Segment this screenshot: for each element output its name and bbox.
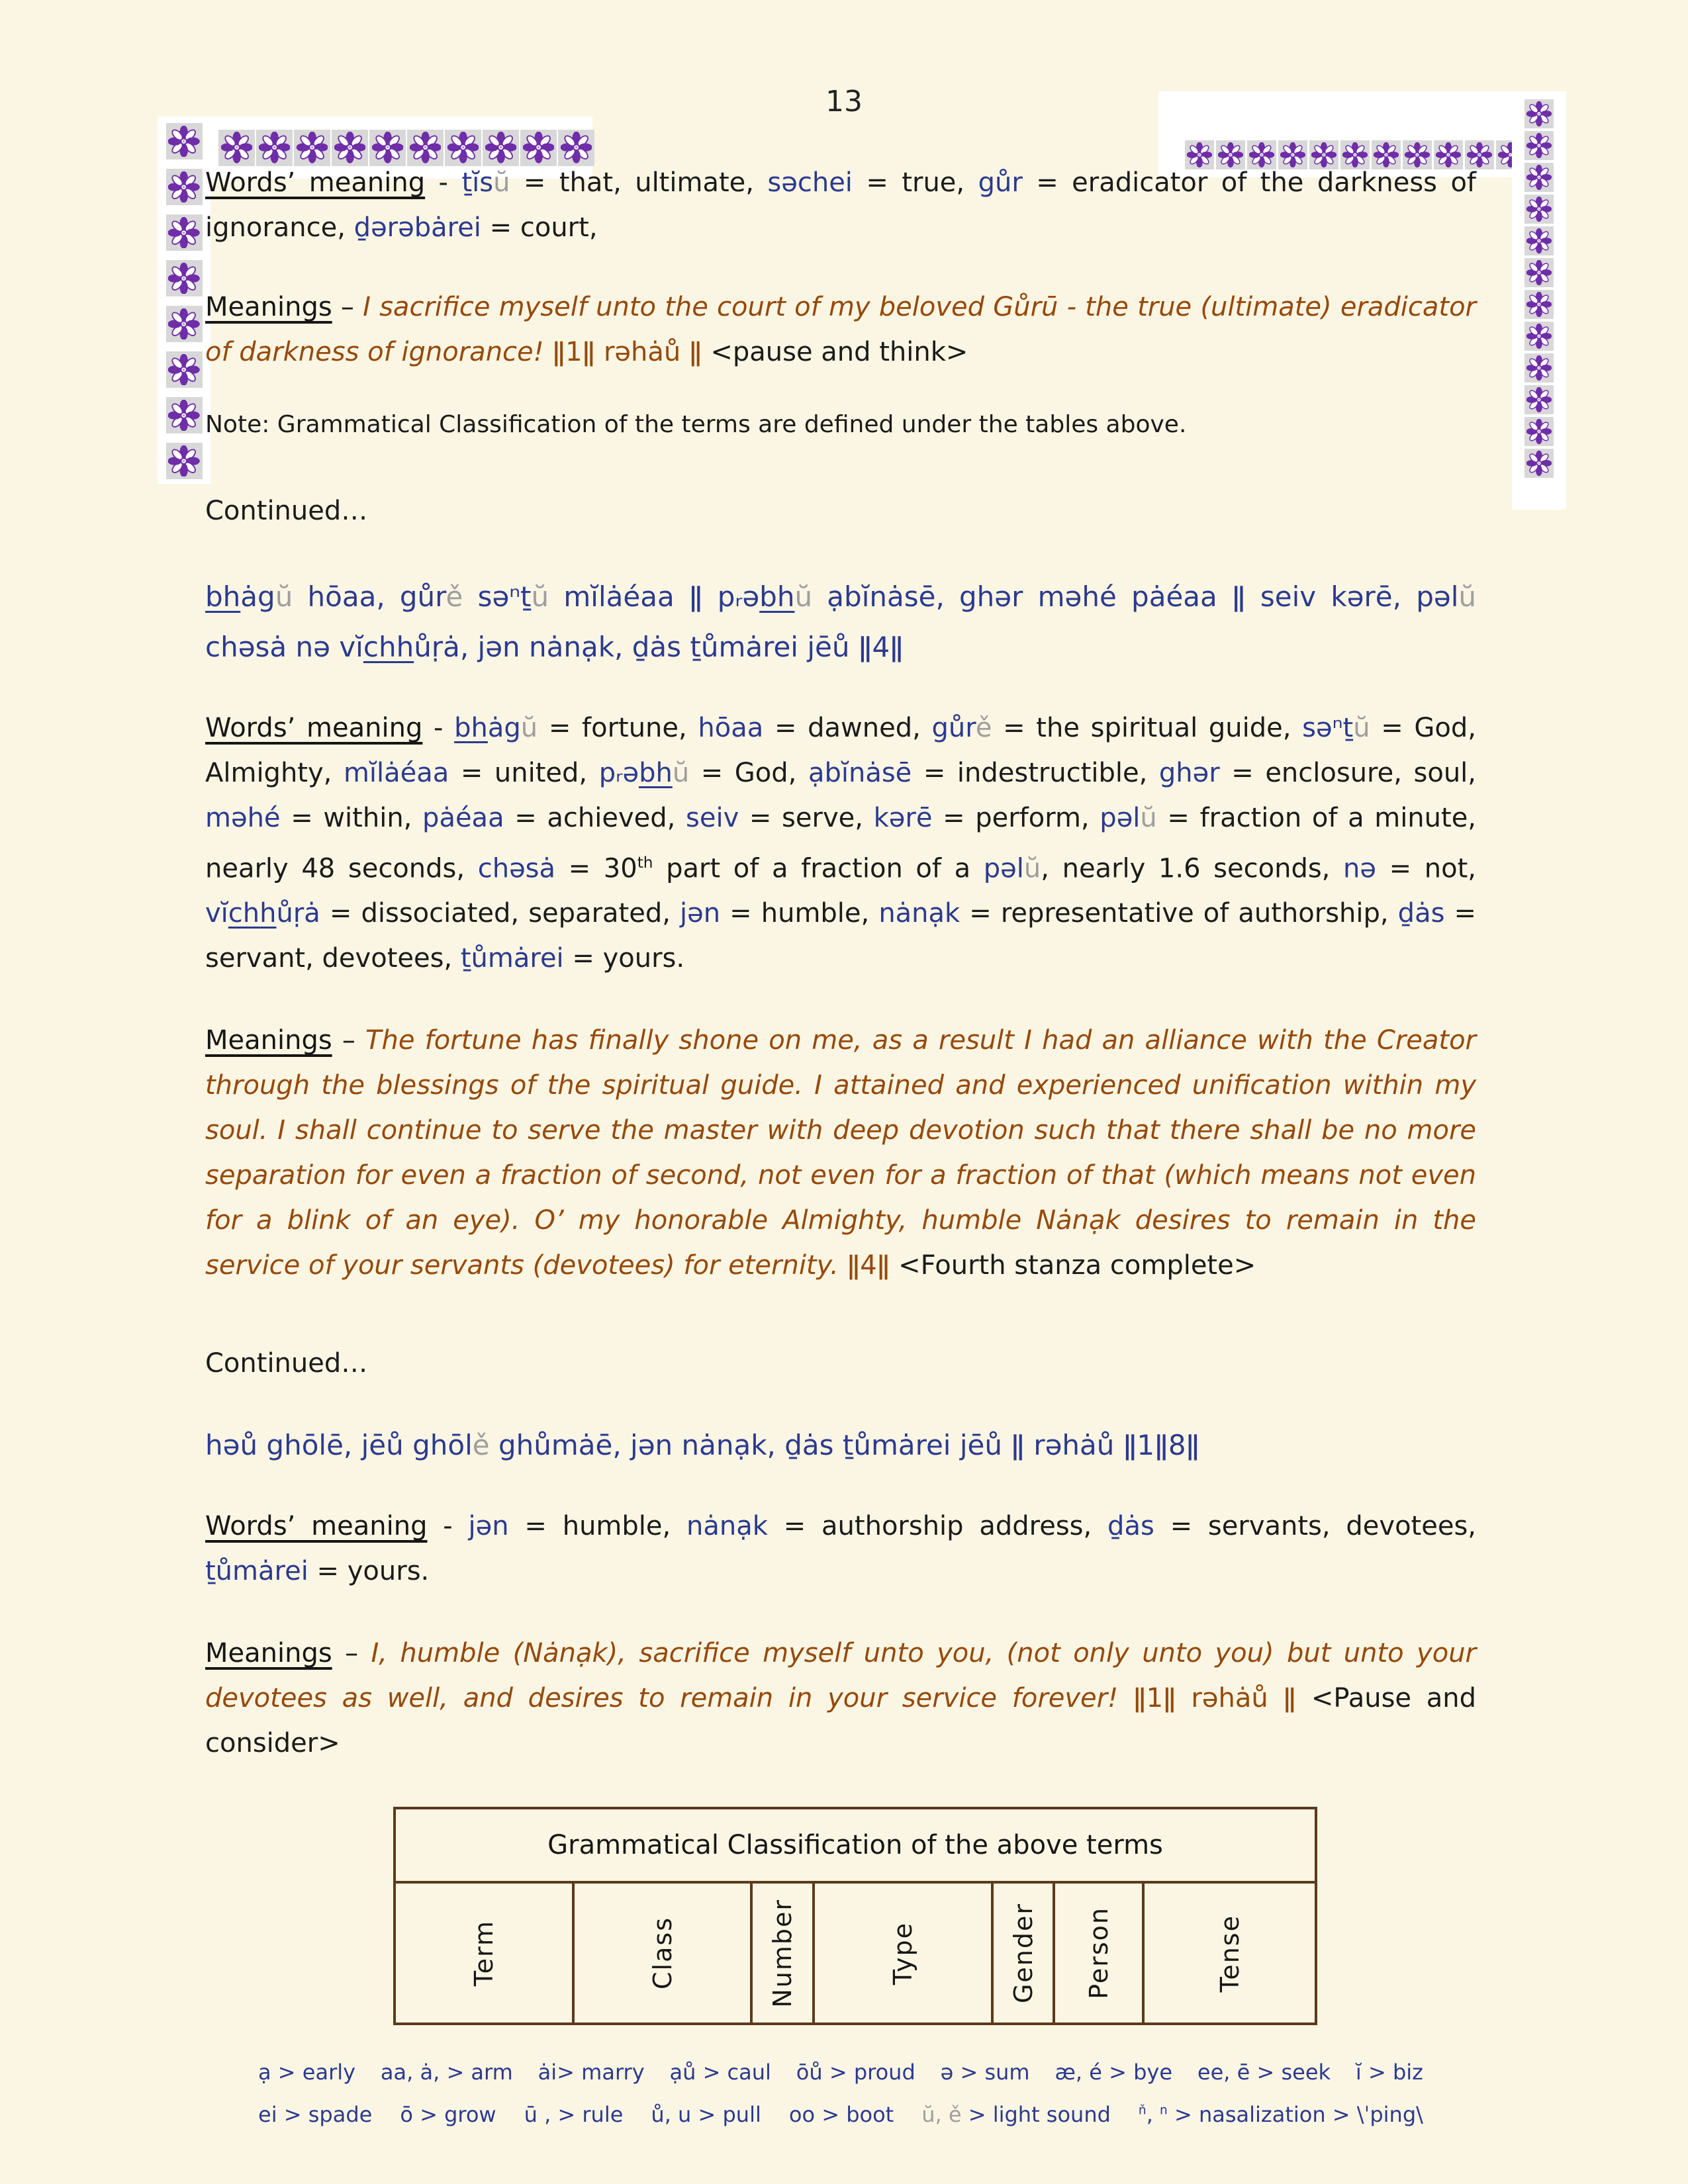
text-run: = court, xyxy=(481,212,598,243)
text-run: = humble, xyxy=(720,898,879,929)
flower-tile xyxy=(1524,322,1554,351)
text-run: - xyxy=(422,713,455,743)
text-run: > light sound xyxy=(968,2102,1111,2128)
text-run: ŭ xyxy=(275,580,293,613)
text-run: ū , > rule xyxy=(524,2102,624,2128)
flower-tile xyxy=(1524,417,1554,446)
flower-icon xyxy=(1526,197,1552,222)
text-run: ŭ xyxy=(531,580,549,613)
flower-icon xyxy=(168,400,199,431)
text-run: I sacrifice myself unto the court of my beloved Gůrū - the true (ultimate) eradicator of darkness of ignorance! xyxy=(205,292,1476,367)
text-run: = representative of authorship, xyxy=(960,898,1398,929)
flower-tile xyxy=(1524,353,1554,383)
meanings-1 xyxy=(205,285,1476,375)
text-run: ě xyxy=(472,1429,490,1462)
section-heading: Words’ meaning xyxy=(205,167,426,198)
table-cell-class xyxy=(573,1882,751,2024)
flower-tile xyxy=(166,123,203,159)
flower-icon xyxy=(168,263,199,294)
text-run: = fortune, xyxy=(538,713,698,743)
verse-1 xyxy=(205,572,1476,672)
text-run: n xyxy=(1160,2103,1168,2118)
text-run: ŭ xyxy=(493,167,510,198)
floral-border-right xyxy=(1512,91,1566,510)
text-run: məhé xyxy=(205,803,281,833)
text-run: chəsȧ nə vĭ xyxy=(205,631,363,663)
flower-icon xyxy=(1526,101,1552,126)
text-run: = servants, devotees, xyxy=(1154,1511,1477,1542)
flower-tile xyxy=(166,169,203,205)
text-run: = enclosure, soul, xyxy=(1219,758,1477,788)
text-run: chəsȧ xyxy=(477,853,556,884)
text-run: ạbĭnȧsē, ghər məhé pȧéaa ǁ seiv kərē, pəl xyxy=(812,580,1459,613)
flower-tile xyxy=(1524,99,1554,128)
flower-tile xyxy=(166,260,203,296)
legend-item xyxy=(789,2102,894,2127)
flower-icon xyxy=(1526,228,1552,253)
flower-icon xyxy=(1526,165,1552,190)
text-run: pəl xyxy=(983,853,1024,884)
words-meaning-1 xyxy=(205,160,1476,250)
table-cell-term xyxy=(395,1882,573,2024)
text-run: The fortune has finally shone on me, as a result I had an alliance with the Creator through the blessings of the spiritual guide. I attained and experienced unification within my soul. I shall continue to serve the master with deep devotion such that there shall be no more separation for even a fraction of second, not even for a fraction of that (which means not even for a blink of an eye). O’ my honorable Almighty, humble Nȧnạk desires to remain in the service of your servants (devotees) for eternity. xyxy=(205,1025,1476,1281)
text-run: ŭ, ě xyxy=(921,2102,968,2128)
text-run: = humble, xyxy=(508,1511,687,1542)
text-run: = yours. xyxy=(308,1556,430,1587)
flower-icon xyxy=(1526,419,1552,444)
text-run: = united, xyxy=(449,758,599,788)
text-run: part of a fraction of a xyxy=(653,853,984,884)
text-run: ȧi> marry xyxy=(538,2060,645,2085)
table-cell-tense xyxy=(1143,1882,1316,2024)
text-run: = within, xyxy=(280,803,423,833)
flower-tile xyxy=(166,351,203,388)
text-run: ŭ xyxy=(1353,713,1370,743)
text-run: ě xyxy=(445,580,463,613)
text-run: jən xyxy=(680,898,721,929)
text-run: = perform, xyxy=(932,803,1100,833)
text-run: – xyxy=(332,1025,366,1056)
legend-item xyxy=(400,2102,496,2127)
text-run: = dawned, xyxy=(763,713,932,743)
flower-icon xyxy=(447,132,479,163)
text-run: ee, ē > seek xyxy=(1197,2060,1331,2085)
text-run: ȧg xyxy=(240,580,275,613)
text-run: = that, ultimate, xyxy=(510,167,768,198)
flower-icon xyxy=(168,217,199,248)
text-run: ȧg xyxy=(487,713,521,743)
text-run: = serve, xyxy=(739,803,874,833)
flower-icon xyxy=(1526,355,1552,381)
text-run: – xyxy=(332,292,363,322)
text-run: ṯůmȧrei xyxy=(460,943,564,974)
text-run: bh xyxy=(639,758,673,788)
flower-icon xyxy=(1526,292,1552,317)
legend-item xyxy=(1139,2102,1423,2127)
text-run: ň xyxy=(1138,2103,1147,2118)
table-col-term: Term xyxy=(469,1920,499,1987)
text-run: hōaa xyxy=(698,713,764,743)
text-run: - xyxy=(425,167,462,198)
flower-icon xyxy=(561,132,592,163)
table-cell-type xyxy=(814,1882,992,2024)
text-run: = the spiritual guide, xyxy=(992,713,1303,743)
text-run: ůṛȧ xyxy=(276,898,320,929)
text-run: ŭ xyxy=(1458,580,1476,613)
text-run: pᵣə xyxy=(598,758,639,788)
flower-icon xyxy=(168,445,199,477)
flower-tile xyxy=(1524,131,1554,160)
text-run: ŭ xyxy=(1140,803,1157,833)
text-run: ə > sum xyxy=(940,2060,1030,2085)
text-run: ạbĭnȧsē xyxy=(808,758,912,788)
text-run: ě xyxy=(975,713,992,743)
text-run: mĭlȧéaa ǁ pᵣə xyxy=(549,580,760,613)
meanings-2 xyxy=(205,1018,1476,1288)
text-run: = authorship address, xyxy=(767,1511,1108,1542)
text-run: = God, Almighty, xyxy=(205,713,1477,788)
section-heading: Meanings xyxy=(205,1638,332,1669)
text-run: oo > boot xyxy=(788,2102,894,2128)
text-run: ōů > proud xyxy=(796,2060,915,2085)
text-run: = indestructible, xyxy=(912,758,1159,788)
text-run: <Fourth stanza complete> xyxy=(898,1250,1256,1281)
text-run: ō > grow xyxy=(400,2102,496,2128)
table-col-tense: Tense xyxy=(1215,1914,1244,1993)
text-run: gůr xyxy=(978,167,1023,198)
text-run: pəl xyxy=(1100,803,1141,833)
text-run: Note: Grammatical Classification of the terms are defined under the tables above. xyxy=(205,411,1187,438)
continued-2 xyxy=(205,1341,1476,1386)
flower-tile xyxy=(166,214,203,251)
text-run: səchei xyxy=(767,167,853,198)
words-meaning-3 xyxy=(205,1504,1476,1594)
legend-row-2 xyxy=(258,2102,1423,2127)
text-run: , nearly 1.6 seconds, xyxy=(1041,853,1344,884)
text-run: gůr xyxy=(931,713,976,743)
text-run: ǁ1ǁ rəhȧů ǁ xyxy=(552,337,711,367)
text-run: nȧnạk xyxy=(686,1511,768,1542)
text-run: <Pause and consider> xyxy=(205,1683,1476,1759)
continued-1 xyxy=(205,488,1476,533)
text-run: = God, xyxy=(689,758,808,788)
text-run: seiv xyxy=(686,803,739,833)
legend-item xyxy=(1055,2060,1172,2085)
text-run: ŭ xyxy=(672,758,690,788)
flower-icon xyxy=(168,308,199,340)
text-run: = 30 xyxy=(555,853,637,884)
text-run: ṯůmȧrei xyxy=(205,1556,308,1587)
text-run: həů ghōlē, jēů ghōl xyxy=(205,1429,473,1462)
flower-tile xyxy=(1524,258,1554,287)
flower-tile xyxy=(1524,163,1554,192)
text-run: ḏȧs xyxy=(1397,898,1445,929)
text-run: bh xyxy=(454,713,488,743)
table-col-person: Person xyxy=(1084,1907,1113,2000)
text-run: = eradicator of the darkness of ignorance, xyxy=(205,167,1477,243)
flower-tile xyxy=(1524,226,1554,255)
table-col-class: Class xyxy=(647,1917,677,1990)
legend-item xyxy=(258,2060,355,2085)
table-col-gender: Gender xyxy=(1008,1903,1038,2004)
flower-icon xyxy=(1526,260,1552,285)
text-run: ḏȧs xyxy=(1107,1511,1154,1542)
grammar-table xyxy=(393,1807,1317,2025)
text-run: hōaa, gůr xyxy=(293,580,446,613)
text-run: ŭ xyxy=(794,580,813,613)
flower-icon xyxy=(410,132,441,163)
text-run: – xyxy=(332,1638,371,1669)
table-col-type: Type xyxy=(888,1921,917,1985)
text-run: > nasalization > \ˈping\ xyxy=(1167,2102,1423,2128)
legend-item xyxy=(921,2102,1111,2127)
text-run: ǁ1ǁ rəhȧů ǁ xyxy=(1133,1683,1311,1714)
text-run: ǁ4ǁ xyxy=(847,1250,899,1281)
section-heading: Words’ meaning xyxy=(205,713,423,743)
flower-icon xyxy=(297,132,328,163)
text-run: ṯĭs xyxy=(461,167,494,198)
table-cell-number xyxy=(751,1882,813,2024)
flower-tile xyxy=(1524,449,1554,478)
note-1 xyxy=(205,402,1476,447)
flower-icon xyxy=(221,132,252,163)
text-run: nə xyxy=(1343,853,1376,884)
text-run: ŭ xyxy=(520,713,538,743)
table-cell-person xyxy=(1054,1882,1143,2024)
text-run: ạ > early xyxy=(258,2060,356,2085)
text-run: chh xyxy=(363,631,414,663)
text-run: mĭlȧéaa xyxy=(343,758,449,788)
page-number: 13 xyxy=(825,85,863,118)
text-run: Continued… xyxy=(205,1348,368,1379)
flower-icon xyxy=(1526,324,1552,349)
flower-tile xyxy=(166,443,203,479)
flower-icon xyxy=(168,126,199,157)
floral-border-left xyxy=(158,116,211,484)
flower-tile xyxy=(166,306,203,342)
text-run: bh xyxy=(759,580,795,613)
text-run: = servant, devotees, xyxy=(205,898,1477,974)
text-run: səⁿṯ xyxy=(1302,713,1354,743)
text-run: = yours. xyxy=(563,943,685,974)
legend-row-1 xyxy=(258,2060,1423,2085)
legend-item xyxy=(796,2060,915,2085)
legend-item xyxy=(1356,2060,1423,2085)
flower-icon xyxy=(372,132,403,163)
legend-item xyxy=(381,2060,513,2085)
flower-icon xyxy=(259,132,290,163)
text-run: ạů > caul xyxy=(669,2060,771,2085)
section-heading: Meanings xyxy=(205,292,332,322)
document-content xyxy=(205,160,1476,2127)
text-run: ḏərəbȧrei xyxy=(353,212,481,243)
text-run: bh xyxy=(205,580,241,613)
table-col-number: Number xyxy=(767,1899,797,2008)
text-run: vĭ xyxy=(205,898,228,929)
text-run: Continued… xyxy=(205,496,368,526)
flower-icon xyxy=(1526,451,1552,476)
legend-item xyxy=(670,2060,771,2085)
flower-icon xyxy=(485,132,516,163)
text-run: ůṛȧ, jən nȧnạk, ḏȧs ṯůmȧrei jēů ǁ4ǁ xyxy=(414,631,904,663)
text-run: ei > spade xyxy=(258,2102,373,2128)
flower-icon xyxy=(168,354,199,385)
text-run: ŭ xyxy=(1023,853,1041,884)
grammar-table-title: Grammatical Classification of the above terms xyxy=(395,1808,1316,1882)
flower-icon xyxy=(1526,133,1552,158)
section-heading: Words’ meaning xyxy=(205,1511,428,1542)
text-run: aa, ȧ, > arm xyxy=(380,2060,513,2085)
text-run: - xyxy=(427,1511,469,1542)
text-run: nȧnạk xyxy=(878,898,961,929)
meanings-3 xyxy=(205,1631,1476,1766)
legend-item xyxy=(524,2102,624,2127)
text-run: səⁿṯ xyxy=(463,580,532,613)
verse-2 xyxy=(205,1420,1476,1471)
text-run: ghər xyxy=(1158,758,1220,788)
flower-tile xyxy=(166,397,203,433)
flower-tile xyxy=(1524,195,1554,224)
text-run: ĭ > biz xyxy=(1355,2060,1423,2085)
text-run: th xyxy=(637,854,653,872)
text-run: , xyxy=(1146,2102,1160,2128)
legend-item xyxy=(258,2102,372,2127)
legend-item xyxy=(538,2060,645,2085)
flower-icon xyxy=(168,171,199,203)
flower-icon xyxy=(1526,387,1552,412)
flower-tile xyxy=(1524,385,1554,414)
legend-item xyxy=(1197,2060,1331,2085)
text-run: chh xyxy=(228,898,277,929)
text-run: æ, é > bye xyxy=(1055,2060,1173,2085)
text-run: jən xyxy=(468,1511,509,1542)
text-run: kərē xyxy=(873,803,933,833)
text-run: = dissociated, separated, xyxy=(320,898,680,929)
flower-tile xyxy=(1524,290,1554,319)
section-heading: Meanings xyxy=(205,1025,332,1056)
paragraphs xyxy=(205,160,1476,1766)
legend-item xyxy=(941,2060,1030,2085)
text-run: pȧéaa xyxy=(422,803,504,833)
text-run: <pause and think> xyxy=(710,337,968,367)
pronunciation-legend xyxy=(258,2060,1423,2127)
flower-icon xyxy=(334,132,365,163)
words-meaning-2 xyxy=(205,705,1476,981)
text-run: ů, u > pull xyxy=(651,2102,761,2128)
text-run: = achieved, xyxy=(504,803,686,833)
legend-item xyxy=(651,2102,761,2127)
text-run: = true, xyxy=(852,167,978,198)
table-cell-gender xyxy=(992,1882,1054,2024)
text-run: = not, xyxy=(1376,853,1477,884)
text-run: I, humble (Nȧnạk), sacrifice myself unto you, (not only unto you) but unto your devotees as well, and desires to remain in your service forever! xyxy=(205,1638,1477,1714)
flower-icon xyxy=(523,132,554,163)
text-run: = fraction of a minute, nearly 48 seconds, xyxy=(205,803,1477,884)
text-run: ghůmȧē, jən nȧnạk, ḏȧs ṯůmȧrei jēů ǁ rəhȧů ǁ1ǁ8ǁ xyxy=(489,1429,1200,1462)
